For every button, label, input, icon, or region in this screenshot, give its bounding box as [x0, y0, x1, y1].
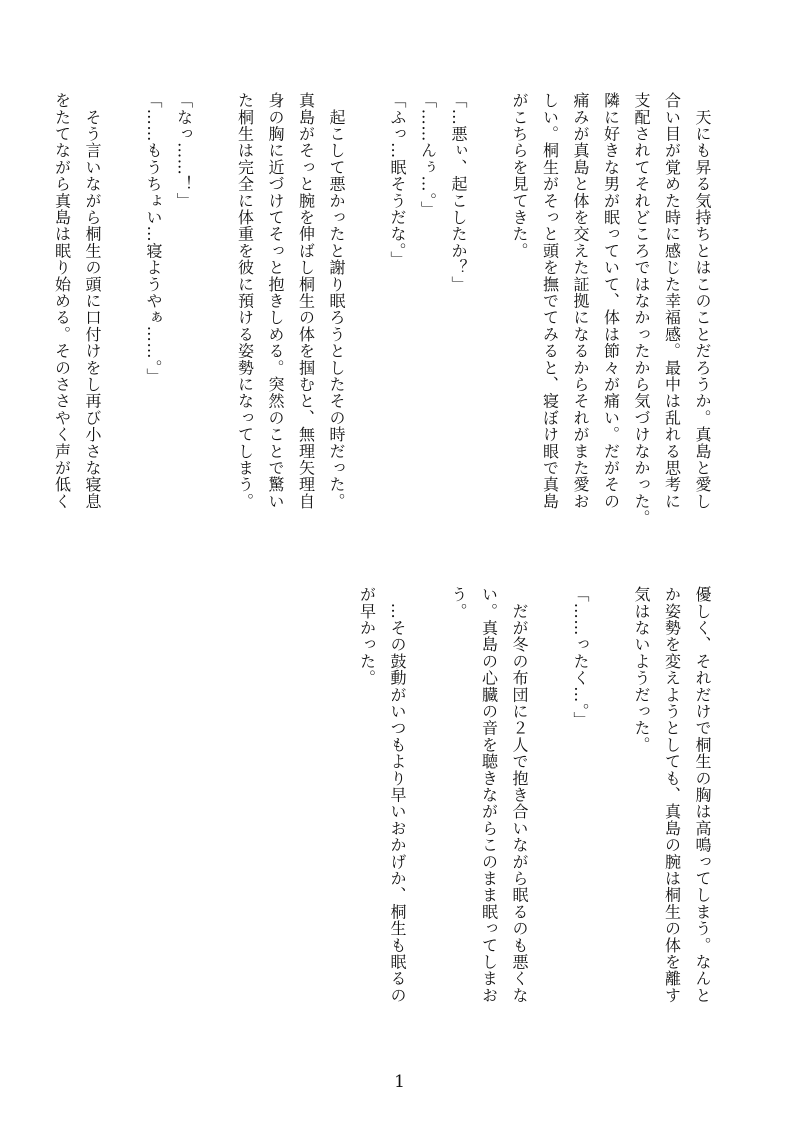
blank-line [199, 92, 230, 562]
blank-line [534, 586, 565, 1056]
text-line: 天にも昇る気持ちとはこのことだろうか。真島と愛し [693, 92, 712, 510]
blank-line [473, 92, 504, 562]
text-line: い。真島の心臓の音を聴きながらこのまま眠ってしまお [479, 586, 499, 1004]
blank-line [595, 586, 626, 1056]
text-line: 身の胸に近づけてそっと抱きしめる。突然のことで驚い [266, 92, 285, 510]
text-line: 優しく、それだけで桐生の胸は高鳴ってしまう。なんと [693, 586, 712, 1004]
text-line: う。 [449, 586, 468, 620]
text-line: 支配されてそれどころではなかったから気づけなかった。 [632, 92, 651, 527]
text-line: 隣に好きな男が眠っていて、体は節々が痛い。だがその [601, 92, 621, 510]
text-line: がこちらを見てきた。 [510, 92, 529, 259]
blank-line [107, 92, 138, 562]
text-line: 「……んぅ…。」 [418, 92, 438, 218]
text-line: …その鼓動がいつもより早いおかげか、桐生も眠るの [388, 586, 407, 1004]
blank-line [351, 92, 382, 562]
text-line: 「……もうちょい…寝ようやぁ……。」 [144, 92, 163, 385]
page-number: 1 [394, 1072, 405, 1092]
text-line: 起こして悪かったと謝り眠ろうとしたその時だった。 [327, 92, 346, 510]
text-line: 痛みが真島と体を交えた証拠になるからそれがまた愛お [571, 92, 590, 510]
text-line: をたてながら真島は眠り始める。そのささやく声が低く [52, 92, 72, 510]
text-line: 気はないようだった。 [632, 586, 651, 753]
bottom-text-block [351, 586, 717, 1056]
text-line: か姿勢を変えようとしても、真島の腕は桐生の体を離す [662, 586, 682, 1004]
text-line: 「……ったく…。」 [571, 586, 590, 729]
text-line: 「…悪ぃ、起こしたか？」 [449, 92, 468, 293]
top-text-block [46, 92, 717, 562]
text-line: そう言いながら桐生の頭に口付けをし再び小さな寝息 [83, 92, 102, 510]
text-line: た桐生は完全に体重を彼に預ける姿勢になってしまう。 [235, 92, 255, 510]
text-line: 「ふっ…眠そうだな。」 [388, 92, 407, 268]
text-line: 「なっ……！」 [174, 92, 194, 209]
text-line: が早かった。 [357, 586, 377, 687]
text-line: しい。桐生がそっと頭を撫でてみると、寝ぼけ眼で真島 [540, 92, 560, 510]
text-line: 真島がそっと腕を伸ばし桐生の体を掴むと、無理矢理自 [296, 92, 316, 510]
text-line: だが冬の布団に２人で抱き合いながら眠るのも悪くな [510, 586, 529, 1004]
blank-line [412, 586, 443, 1056]
text-line: 合い目が覚めた時に感じた幸福感。最中は乱れる思考に [662, 92, 682, 510]
